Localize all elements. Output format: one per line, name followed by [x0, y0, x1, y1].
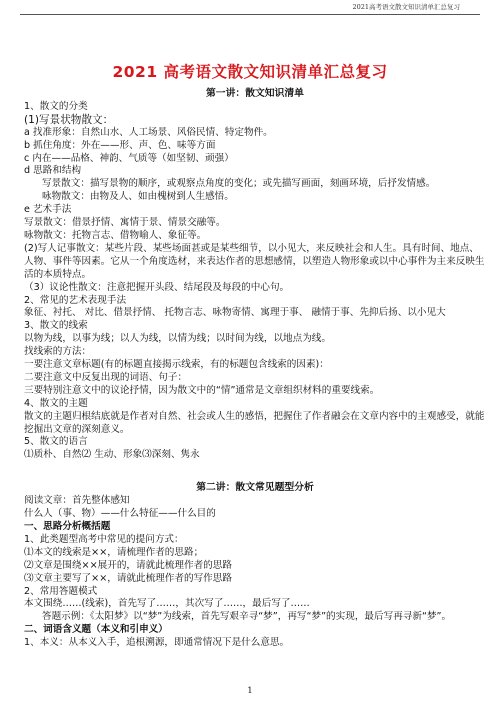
text-line: b 抓住角度：外在——形、声、色、味等方面: [24, 139, 216, 151]
text-line: 咏物散文：托物言志、借物喻人、象征等。: [24, 229, 207, 241]
text-line: ⑴本文的线索是××，请梳理作者的思路；: [24, 546, 204, 558]
text-line: 二、词语含义题（本义和引申义）: [24, 624, 168, 636]
text-line: （3）议论性散文：注意把握开头段、结尾段及每段的中心句。: [24, 281, 290, 293]
text-line: 答题示例：《太阳梦》以“梦”为线索，首先写艰辛寻“梦”，再写“梦”的实现，最后写再寻新“梦”。: [42, 611, 452, 623]
text-line: 象征、衬托、 对比、借景抒情、 托物言志、咏物寄情、寓理于事、 融情于事、先抑后扬、以小见大: [24, 307, 446, 319]
text-line: 4、散文的主题: [24, 397, 88, 409]
text-line: [24, 462, 486, 482]
text-line: e 艺术手法: [24, 204, 72, 216]
text-line: ⑵文章是围绕××展开的，请就此梳理作者的思路: [24, 559, 232, 571]
text-line: 5、散文的语言: [24, 436, 88, 448]
text-line: 什么人（事、物）——什么特征——什么目的: [24, 508, 216, 520]
text-line: 三要特别注意文中的议论抒情，因为散文中的“情”通常是文章组织材料的重要线索。: [24, 384, 380, 396]
text-line: 第二讲：散文常见题型分析: [196, 482, 314, 494]
text-line: 1、本义：从本义入手，追根溯源，即通常情况下是什么意思。: [24, 637, 290, 649]
text-line: 1、此类题型高考中常见的提问方式：: [24, 533, 184, 545]
text-line: 咏物散文：由物及人、如由槐树到人生感悟。: [42, 191, 234, 203]
page-header: [20, 0, 480, 15]
text-line: c 内在——品格、神韵、气质等（如坚韧、顽强）: [24, 152, 234, 164]
text-line: 第一讲：散文知识清单: [206, 88, 304, 99]
text-line: a 找准形象：自然山水、人工场景、风俗民情、特定物件。: [24, 126, 273, 138]
text-line: 2、常用答题模式: [24, 585, 98, 597]
text-line: (2)写人记事散文：某些片段、某些场面甚或是某些细节，以小见大，来反映社会和人生。具有时间、地点、人物、事件等因素。它从一个角度选材，来表达作者的思想感情，以塑造人物形象或以中心事件为主来反映生活的本质特点。: [24, 242, 485, 280]
text-line: 1、散文的分类: [24, 100, 88, 112]
text-line: 散文的主题归根结底就是作者对自然、社会或人生的感悟，把握住了作者融会在文章内容中的主观感受，就能挖掘出文章的深刻意义。: [24, 410, 485, 435]
document-title: 2021 高考语文散文知识清单汇总复习: [112, 63, 388, 81]
text-line: 本文围绕……(线索)，首先写了……，其次写了……，最后写了……: [24, 598, 310, 610]
text-line: ⑶文章主要写了××，请就此梳理作者的写作思路: [24, 572, 232, 584]
header-text: 2021高考语文散文知识清单汇总复习: [352, 3, 460, 11]
text-line: 二要注意文中反复出现的词语、句子：: [24, 371, 188, 383]
page-number: 1: [247, 686, 253, 696]
text-line: (1)写景状物散文：: [24, 113, 114, 126]
text-line: 以物为线，以事为线；以人为线，以情为线；以时间为线，以地点为线。: [24, 333, 331, 345]
text-line: 写景散文：借景抒情、寓情于景、情景交融等。: [24, 217, 226, 229]
text-line: 2、常见的艺术表现手法: [24, 294, 127, 306]
text-line: 一要注意文章标题(有的标题直接揭示线索，有的标题包含线索的因素)：: [24, 359, 329, 371]
text-line: 写景散文：描写景物的顺序，或观察点角度的变化；或先描写画面，刻画环境，后抒发情感。: [42, 178, 436, 190]
document-body: [24, 88, 486, 650]
text-line: ⑴质朴、自然⑵ 生动、形象⑶深刻、隽永: [24, 449, 200, 461]
text-line: 3、散文的线索: [24, 320, 88, 332]
text-line: d 思路和结构: [24, 165, 82, 177]
text-line: 找线索的方法：: [24, 346, 92, 358]
text-line: 一、思路分析概括题: [24, 521, 111, 532]
text-line: 阅读文章：首先整体感知: [24, 495, 130, 507]
